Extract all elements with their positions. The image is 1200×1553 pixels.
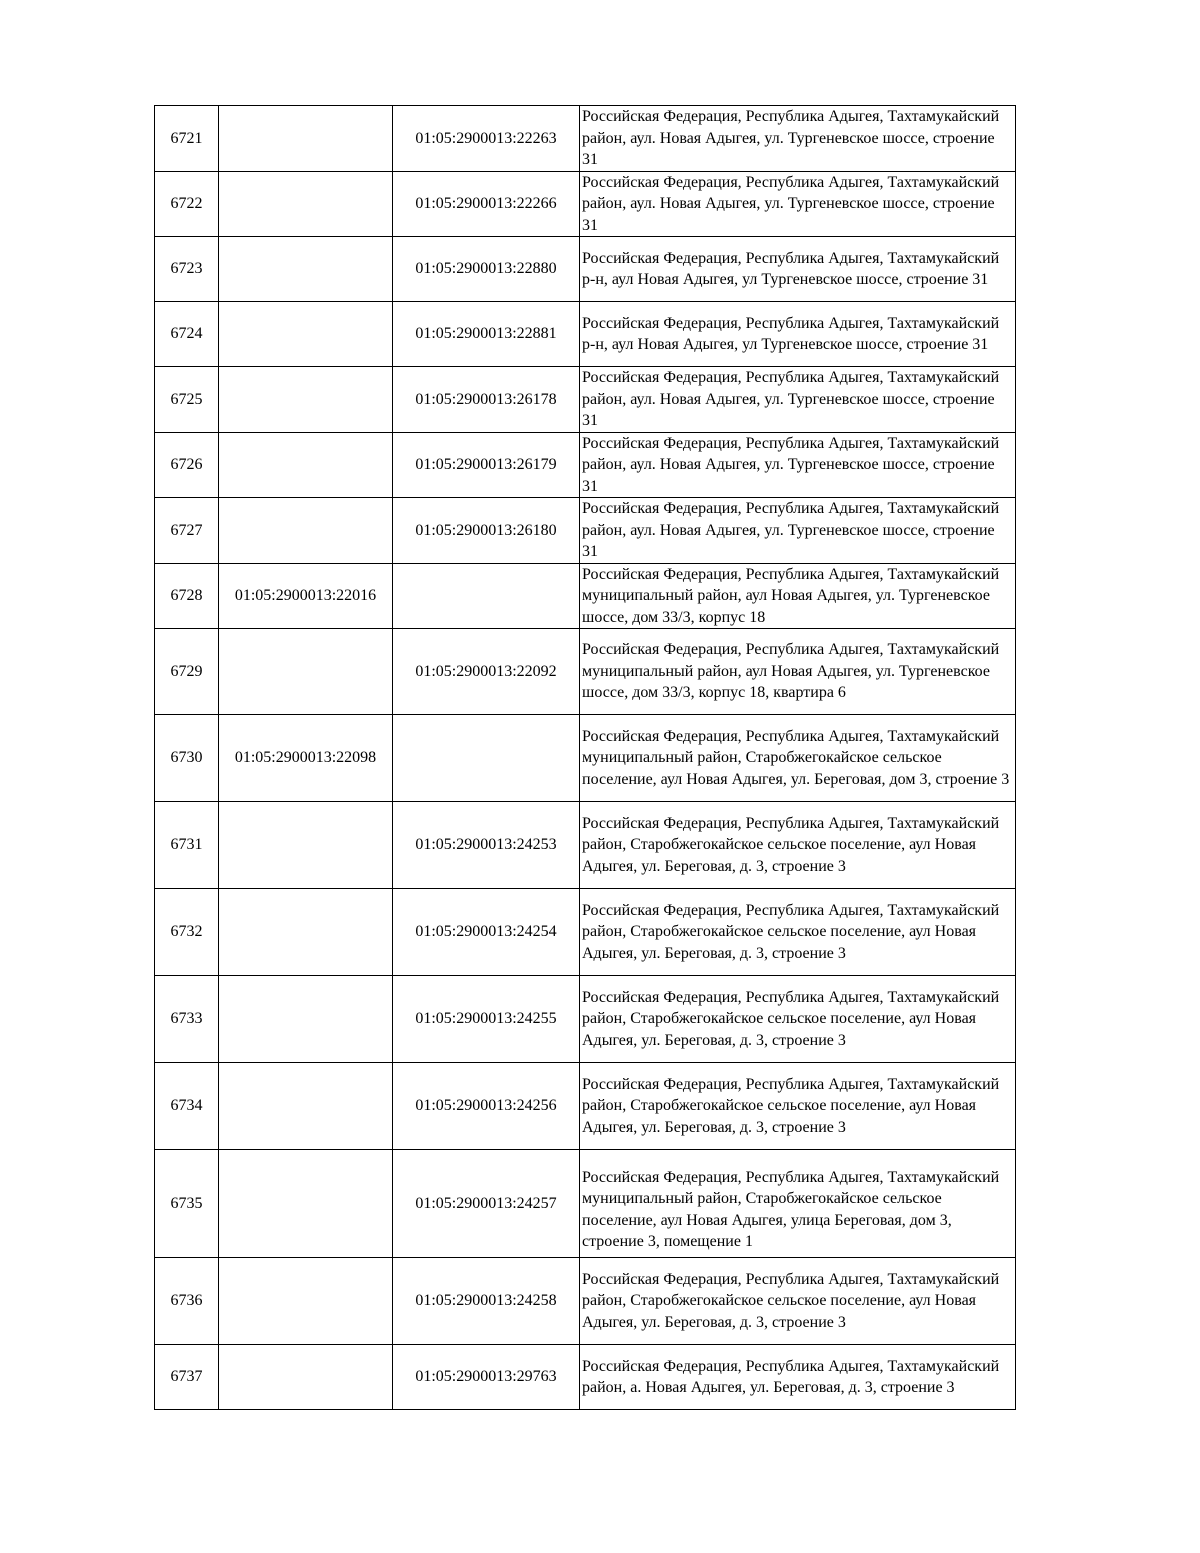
address-cell: Российская Федерация, Республика Адыгея, Тахтамукайский район, а. Новая Адыгея, ул. Береговая, д. 3, строение 3 (580, 1345, 1016, 1410)
table-row (155, 1063, 1016, 1150)
row-number: 6731 (155, 802, 219, 889)
building-cadastral-number: 01:05:2900013:22266 (393, 171, 580, 237)
row-number: 6728 (155, 563, 219, 629)
land-cadastral-number (219, 237, 393, 302)
table-row (155, 1258, 1016, 1345)
address-cell: Российская Федерация, Республика Адыгея, Тахтамукайский район, Старобжегокайское сельское поселение, аул Новая Адыгея, ул. Береговая, д. 3, строение 3 (580, 976, 1016, 1063)
address-cell: Российская Федерация, Республика Адыгея, Тахтамукайский р-н, аул Новая Адыгея, ул Тургеневское шоссе, строение 31 (580, 237, 1016, 302)
address-cell: Российская Федерация, Республика Адыгея, Тахтамукайский район, аул. Новая Адыгея, ул. Тургеневское шоссе, строение 31 (580, 498, 1016, 564)
row-number: 6724 (155, 302, 219, 367)
row-number: 6729 (155, 629, 219, 715)
row-number: 6736 (155, 1258, 219, 1345)
building-cadastral-number: 01:05:2900013:29763 (393, 1345, 580, 1410)
table-row (155, 889, 1016, 976)
address-cell: Российская Федерация, Республика Адыгея, Тахтамукайский район, Старобжегокайское сельское поселение, аул Новая Адыгея, ул. Береговая, д. 3, строение 3 (580, 1063, 1016, 1150)
address-cell: Российская Федерация, Республика Адыгея, Тахтамукайский район, Старобжегокайское сельское поселение, аул Новая Адыгея, ул. Береговая, д. 3, строение 3 (580, 1258, 1016, 1345)
row-number: 6732 (155, 889, 219, 976)
land-cadastral-number (219, 106, 393, 172)
land-cadastral-number (219, 1258, 393, 1345)
address-cell: Российская Федерация, Республика Адыгея, Тахтамукайский муниципальный район, аул Новая Адыгея, ул. Тургеневское шоссе, дом 33/3, корпус 18, квартира 6 (580, 629, 1016, 715)
row-number: 6734 (155, 1063, 219, 1150)
table-row (155, 171, 1016, 237)
row-number: 6737 (155, 1345, 219, 1410)
address-cell: Российская Федерация, Республика Адыгея, Тахтамукайский район, аул. Новая Адыгея, ул. Тургеневское шоссе, строение 31 (580, 432, 1016, 498)
table-row (155, 1345, 1016, 1410)
land-cadastral-number (219, 1063, 393, 1150)
table-row (155, 715, 1016, 802)
address-cell: Российская Федерация, Республика Адыгея, Тахтамукайский муниципальный район, Старобжегокайское сельское поселение, аул Новая Адыгея, улица Береговая, дом 3, строение 3, помещение 1 (580, 1150, 1016, 1258)
table-row (155, 563, 1016, 629)
table-row (155, 237, 1016, 302)
land-cadastral-number (219, 976, 393, 1063)
row-number: 6721 (155, 106, 219, 172)
address-cell: Российская Федерация, Республика Адыгея, Тахтамукайский район, аул. Новая Адыгея, ул. Тургеневское шоссе, строение 31 (580, 171, 1016, 237)
building-cadastral-number (393, 715, 580, 802)
land-cadastral-number (219, 367, 393, 433)
building-cadastral-number: 01:05:2900013:26179 (393, 432, 580, 498)
land-cadastral-number (219, 1345, 393, 1410)
land-cadastral-number (219, 889, 393, 976)
land-cadastral-number: 01:05:2900013:22016 (219, 563, 393, 629)
row-number: 6726 (155, 432, 219, 498)
land-cadastral-number (219, 432, 393, 498)
land-cadastral-number (219, 498, 393, 564)
address-cell: Российская Федерация, Республика Адыгея, Тахтамукайский муниципальный район, аул Новая Адыгея, ул. Тургеневское шоссе, дом 33/3, корпус 18 (580, 563, 1016, 629)
address-cell: Российская Федерация, Республика Адыгея, Тахтамукайский район, Старобжегокайское сельское поселение, аул Новая Адыгея, ул. Береговая, д. 3, строение 3 (580, 889, 1016, 976)
row-number: 6727 (155, 498, 219, 564)
building-cadastral-number: 01:05:2900013:24256 (393, 1063, 580, 1150)
address-cell: Российская Федерация, Республика Адыгея, Тахтамукайский район, Старобжегокайское сельское поселение, аул Новая Адыгея, ул. Береговая, д. 3, строение 3 (580, 802, 1016, 889)
table-row (155, 1150, 1016, 1258)
building-cadastral-number (393, 563, 580, 629)
row-number: 6735 (155, 1150, 219, 1258)
address-cell: Российская Федерация, Республика Адыгея, Тахтамукайский муниципальный район, Старобжегокайское сельское поселение, аул Новая Адыгея, ул. Береговая, дом 3, строение 3 (580, 715, 1016, 802)
address-cell: Российская Федерация, Республика Адыгея, Тахтамукайский район, аул. Новая Адыгея, ул. Тургеневское шоссе, строение 31 (580, 367, 1016, 433)
address-cell: Российская Федерация, Республика Адыгея, Тахтамукайский р-н, аул Новая Адыгея, ул Тургеневское шоссе, строение 31 (580, 302, 1016, 367)
row-number: 6723 (155, 237, 219, 302)
table-row (155, 802, 1016, 889)
table-row (155, 106, 1016, 172)
land-cadastral-number (219, 1150, 393, 1258)
building-cadastral-number: 01:05:2900013:24255 (393, 976, 580, 1063)
land-cadastral-number (219, 302, 393, 367)
address-cell: Российская Федерация, Республика Адыгея, Тахтамукайский район, аул. Новая Адыгея, ул. Тургеневское шоссе, строение 31 (580, 106, 1016, 172)
land-cadastral-number (219, 629, 393, 715)
land-cadastral-number (219, 802, 393, 889)
table-row (155, 976, 1016, 1063)
row-number: 6730 (155, 715, 219, 802)
building-cadastral-number: 01:05:2900013:24254 (393, 889, 580, 976)
registry-table (154, 105, 1016, 1410)
building-cadastral-number: 01:05:2900013:24257 (393, 1150, 580, 1258)
building-cadastral-number: 01:05:2900013:24253 (393, 802, 580, 889)
building-cadastral-number: 01:05:2900013:22263 (393, 106, 580, 172)
building-cadastral-number: 01:05:2900013:22880 (393, 237, 580, 302)
building-cadastral-number: 01:05:2900013:26180 (393, 498, 580, 564)
building-cadastral-number: 01:05:2900013:22092 (393, 629, 580, 715)
row-number: 6733 (155, 976, 219, 1063)
building-cadastral-number: 01:05:2900013:26178 (393, 367, 580, 433)
table-row (155, 432, 1016, 498)
land-cadastral-number (219, 171, 393, 237)
land-cadastral-number: 01:05:2900013:22098 (219, 715, 393, 802)
building-cadastral-number: 01:05:2900013:24258 (393, 1258, 580, 1345)
row-number: 6725 (155, 367, 219, 433)
row-number: 6722 (155, 171, 219, 237)
table-row (155, 302, 1016, 367)
table-row (155, 498, 1016, 564)
table-row (155, 367, 1016, 433)
table-row (155, 629, 1016, 715)
building-cadastral-number: 01:05:2900013:22881 (393, 302, 580, 367)
